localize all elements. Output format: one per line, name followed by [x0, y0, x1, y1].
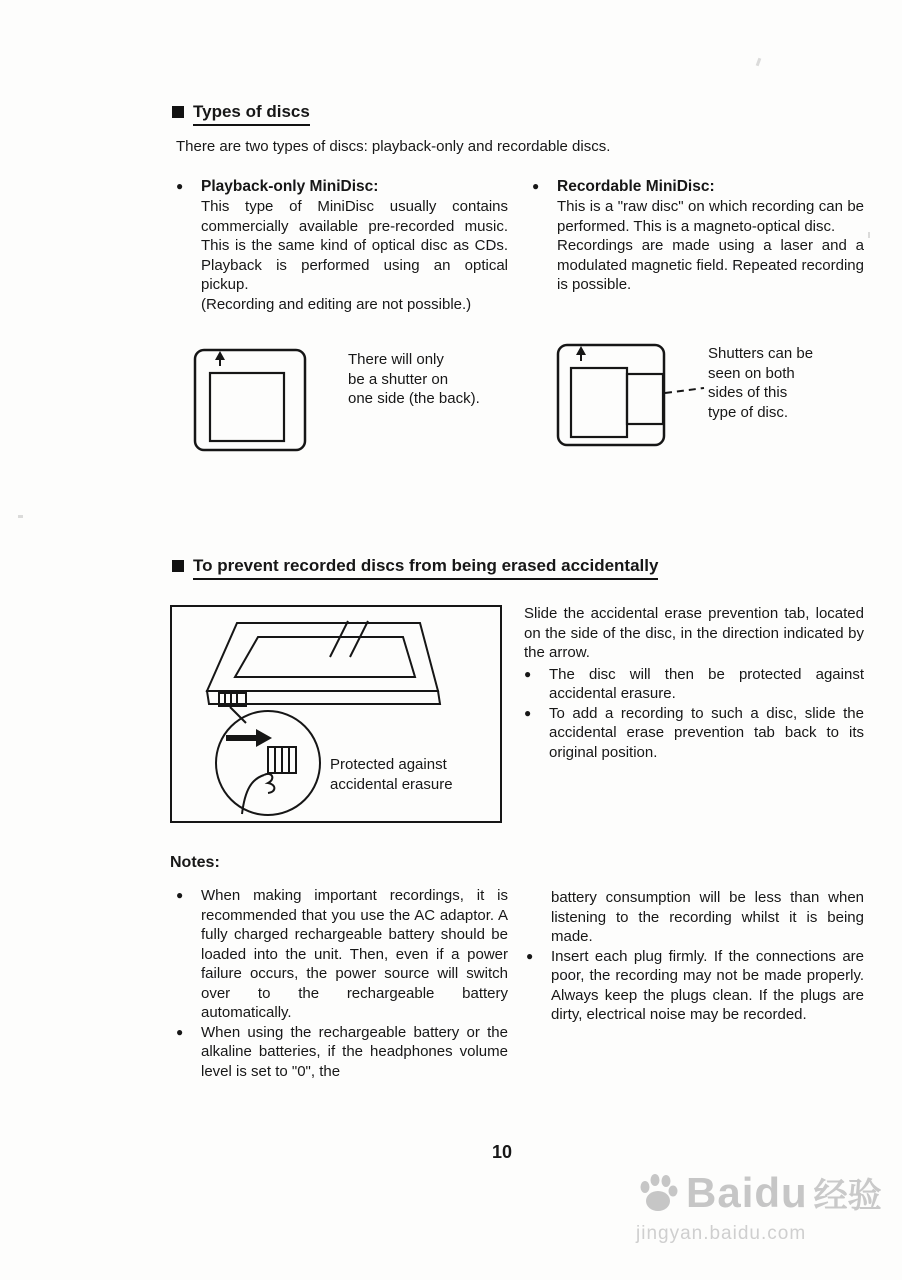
- playback-note: (Recording and editing are not possible.): [201, 295, 472, 313]
- playback-heading: Playback-only MiniDisc:: [201, 178, 379, 195]
- types-intro-text: There are two types of discs: playback-only and recordable discs.: [176, 138, 611, 155]
- bullet-text: When using the rechargeable battery or the alkaline batteries, if the headphones volume level is set to "0", the: [201, 1023, 508, 1080]
- recordable-heading: Recordable MiniDisc:: [557, 178, 715, 195]
- scan-speck: [18, 515, 23, 518]
- notes-left-column: [176, 886, 508, 1081]
- scan-speck: [756, 58, 762, 67]
- prevent-body: Slide the accidental erase prevention tab, located on the side of the disc, in the direction indicated by the arrow.: [524, 605, 864, 661]
- notes-continuation-text: battery consumption will be less than when listening to the recording whilst it is being made.: [551, 889, 864, 945]
- bullet-icon: ●: [526, 948, 534, 963]
- caption-line: accidental erasure: [330, 775, 453, 793]
- playback-only-column: [176, 177, 508, 314]
- section-title-text: To prevent recorded discs from being erased accidentally: [193, 556, 658, 580]
- section-title-prevent-erasure: [172, 556, 658, 576]
- section-title-types-of-discs: [172, 102, 310, 122]
- disc-shutter-outline-icon: [556, 341, 706, 449]
- playback-disc-diagram: [193, 347, 308, 453]
- notes-bullet-2: [176, 1023, 508, 1082]
- watermark-brand-row: [636, 1168, 882, 1217]
- playback-heading-row: [176, 177, 508, 197]
- recordable-disc-diagram: [556, 341, 706, 449]
- caption-line: be a shutter on: [348, 370, 449, 388]
- watermark-brand-suffix: 经验: [813, 1177, 882, 1215]
- recordable-disc-caption: [708, 344, 858, 422]
- recordable-column: [532, 177, 864, 295]
- section-square-icon: [172, 106, 184, 118]
- playback-body: This type of MiniDisc usually contains commercially available pre-recorded music. This is the same kind of optical disc as CDs. Playback is performed using an optical pickup.: [201, 198, 508, 293]
- figure-caption: [330, 755, 492, 794]
- baidu-paw-icon: [636, 1171, 680, 1215]
- recordable-heading-row: [532, 177, 864, 197]
- scan-speck: [868, 232, 870, 238]
- bullet-text: To add a recording to such a disc, slide the accidental erase prevention tab back to its original position.: [549, 704, 864, 761]
- caption-line: type of disc.: [708, 403, 789, 421]
- caption-line: seen on both: [708, 364, 795, 382]
- bullet-icon: ●: [176, 179, 184, 193]
- playback-disc-caption: [348, 350, 518, 409]
- bullet-icon: ●: [524, 666, 532, 681]
- erase-tab-figure: [170, 605, 502, 823]
- notes-bullet-3: [526, 947, 864, 1025]
- bullet-text: The disc will then be protected against accidental erasure.: [549, 665, 864, 702]
- bullet-icon: ●: [532, 179, 540, 193]
- caption-line: Shutters can be: [708, 345, 814, 362]
- recordable-body-2: Recordings are made using a laser and a modulated magnetic field. Repeated recording is possible.: [557, 237, 864, 293]
- prevent-bullet-1: [524, 665, 864, 704]
- bullet-icon: ●: [176, 888, 184, 902]
- disc-outline-icon: [193, 347, 308, 453]
- section-title-text: Types of discs: [193, 102, 310, 126]
- watermark-brand-text: Baidu: [686, 1168, 808, 1216]
- bullet-icon: ●: [524, 705, 532, 720]
- caption-line: one side (the back).: [348, 390, 480, 407]
- prevent-bullet-2: [524, 704, 864, 763]
- bullet-icon: ●: [176, 1024, 184, 1039]
- caption-line: Protected against: [330, 756, 447, 773]
- watermark-url: jingyan.baidu.com: [636, 1223, 807, 1244]
- bullet-text: When making important recordings, it is recommended that you use the AC adaptor. A fully charged rechargeable battery should be loaded into the unit. Then, even if a power failure occurs, the power source will switch over to the rechargeable battery automatically.: [201, 887, 508, 1021]
- recordable-body-1: This is a "raw disc" on which recording can be performed. This is a magneto-optical disc.: [557, 198, 864, 235]
- notes-right-column: [526, 888, 864, 1025]
- watermark: [636, 1168, 882, 1245]
- caption-line: There will only: [348, 351, 444, 368]
- bullet-text: Insert each plug firmly. If the connections are poor, the recording may not be made properly. Always keep the plugs clean. If the plugs are dirty, electrical noise may be recorded.: [551, 947, 864, 1023]
- notes-bullet-1: [176, 886, 508, 1023]
- prevent-text-column: [524, 604, 864, 762]
- notes-title: Notes:: [170, 854, 220, 871]
- caption-line: sides of this: [708, 384, 788, 401]
- section-square-icon: [172, 560, 184, 572]
- page-number: 10: [491, 1142, 513, 1162]
